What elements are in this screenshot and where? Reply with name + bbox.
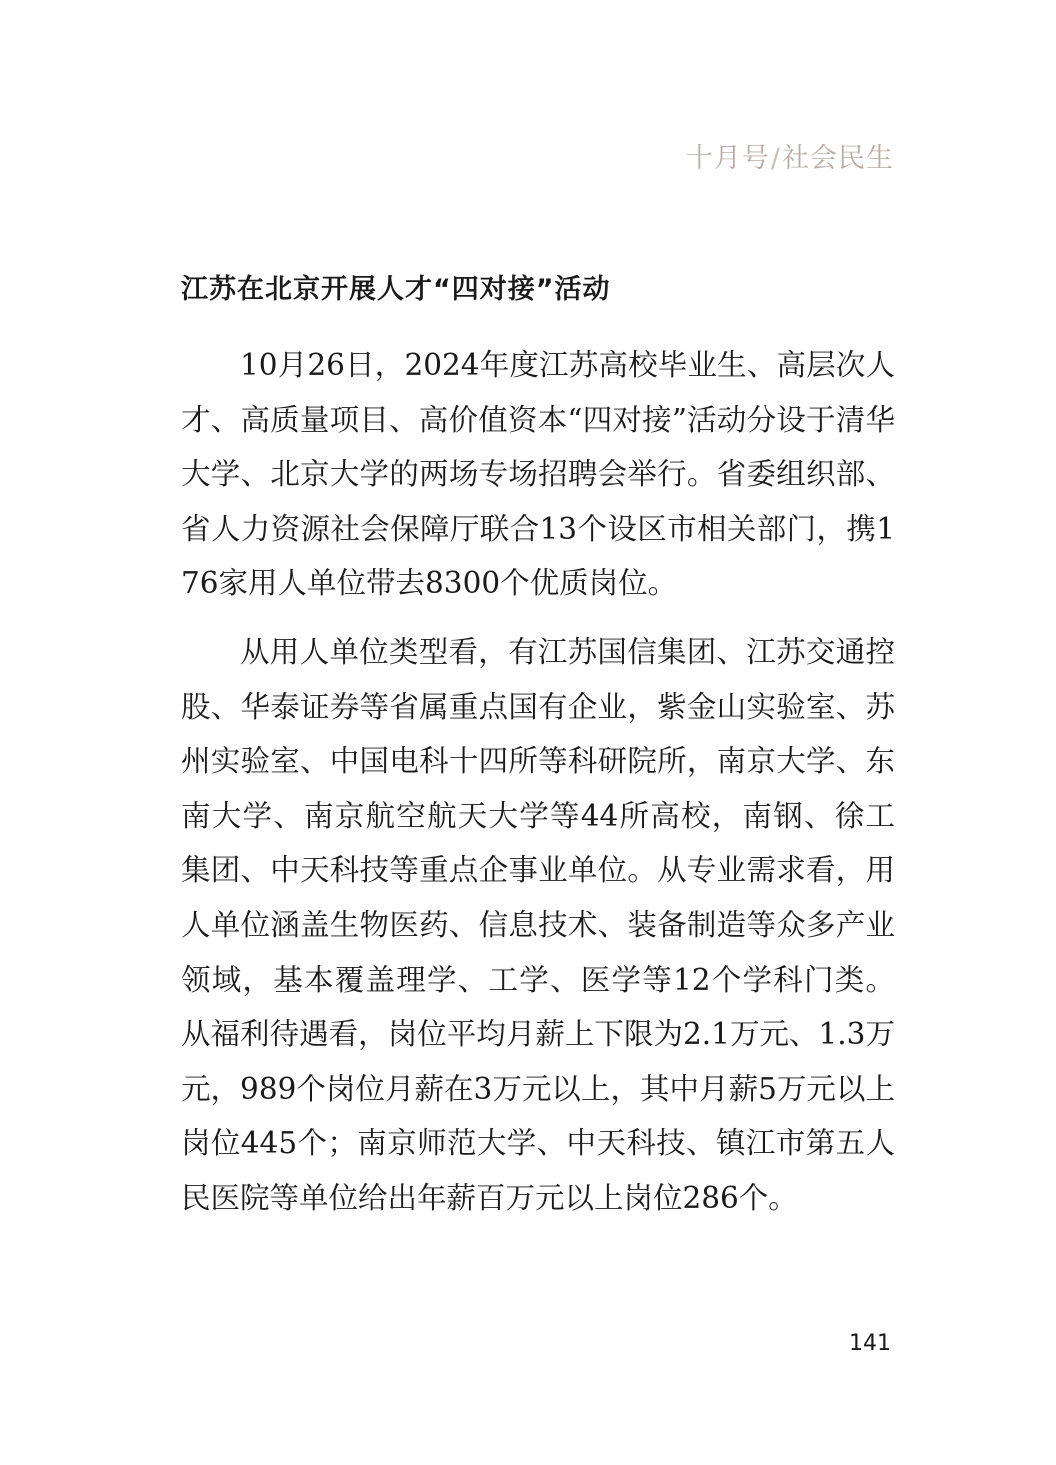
section-label: 社会民生 [782,143,894,174]
issue-label: 十月号 [685,143,770,174]
article-title: 江苏在北京开展人才“四对接”活动 [181,274,611,305]
article [181,270,895,1240]
running-header [686,136,894,175]
article-paragraph-2: 从用人单位类型看，有江苏国信集团、江苏交通控股、华泰证券等省属重点国有企业，紫金山实验室、苏州实验室、中国电科十四所等科研院所，南京大学、东南大学、南京航空航天大学等44所高校，南钢、徐工集团、中天科技等重点企事业单位。从专业需求看，用人单位涵盖生物医药、信息技术、装备制造等众多产业领域，基本覆盖理学、工学、医学等12个学科门类。从福利待遇看，岗位平均月薪上下限为2.1万元、1.3万元，989个岗位月薪在3万元以上，其中月薪5万元以上岗位445个；南京师范大学、中天科技、镇江市第五人民医院等单位给出年薪百万元以上岗位286个。 [181,634,895,1215]
header-separator: / [770,143,781,174]
page-number: 141 [849,1331,891,1356]
article-paragraph-1: 10月26日，2024年度江苏高校毕业生、高层次人才、高质量项目、高价值资本“四对接”活动分设于清华大学、北京大学的两场专场招聘会举行。省委组织部、省人力资源社会保障厅联合13个设区市相关部门，携176家用人单位带去8300个优质岗位。 [181,348,895,601]
